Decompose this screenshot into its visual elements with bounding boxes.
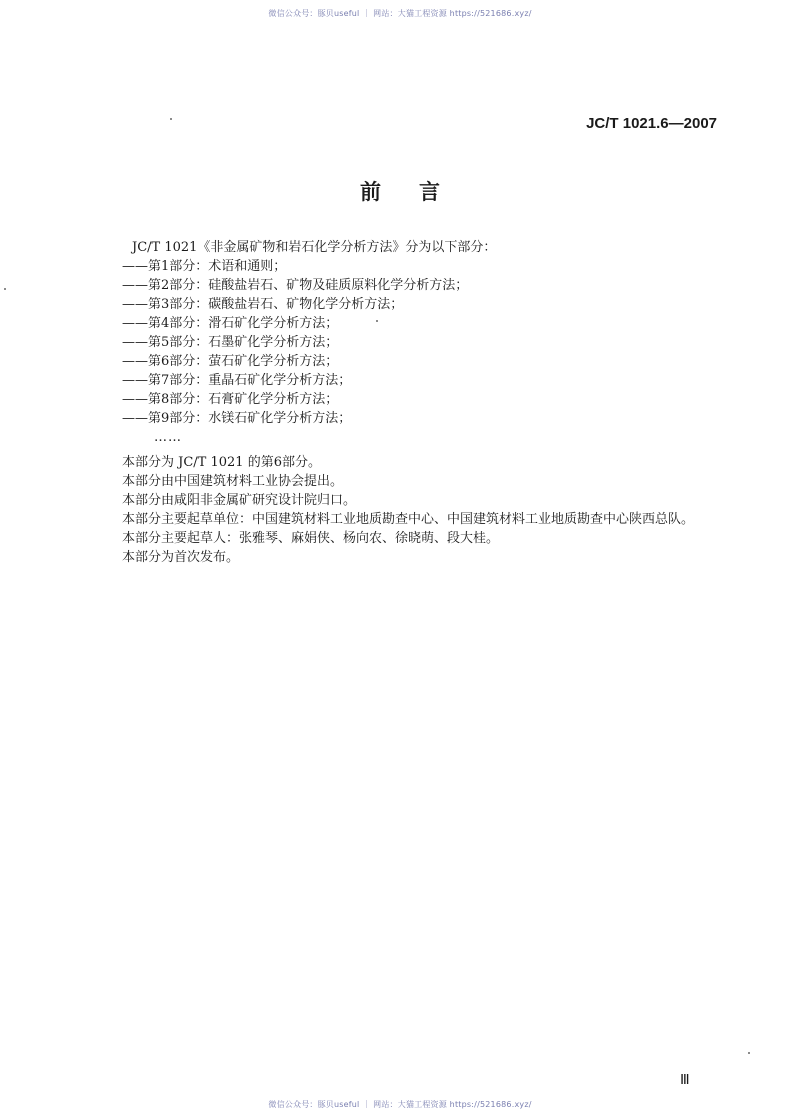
paragraph-administrator: 本部分由咸阳非金属矿研究设计院归口。 <box>122 493 357 508</box>
scan-speck <box>170 118 172 120</box>
paragraph-drafters: 本部分主要起草人：张雅琴、麻娟侠、杨向农、徐晓萌、段大桂。 <box>122 531 500 546</box>
scan-speck <box>376 320 378 322</box>
page-title: 前言 <box>360 180 478 204</box>
paragraph-drafting-units: 本部分主要起草单位：中国建筑材料工业地质勘查中心、中国建筑材料工业地质勘查中心陕西总队。 <box>122 512 695 527</box>
part-list-item: ——第3部分：碳酸盐岩石、矿物化学分析方法； <box>122 297 404 312</box>
part-list-item: ——第2部分：硅酸盐岩石、矿物及硅质原料化学分析方法； <box>122 278 469 293</box>
page-number: Ⅲ <box>680 1073 689 1088</box>
scan-speck <box>4 288 6 290</box>
intro-line: JC/T 1021《非金属矿物和岩石化学分析方法》分为以下部分： <box>132 240 497 255</box>
paragraph-part-number: 本部分为 JC/T 1021 的第6部分。 <box>122 455 321 470</box>
watermark-top: 微信公众号：豚贝useful ｜ 网站：大猫工程资源 https://521686.xyz/ <box>268 9 532 18</box>
part-list-item: ——第6部分：萤石矿化学分析方法； <box>122 354 339 369</box>
paragraph-first-release: 本部分为首次发布。 <box>122 550 240 565</box>
foreword-body <box>122 238 722 567</box>
standard-code: JC/T 1021.6—2007 <box>586 115 717 132</box>
watermark-bottom: 微信公众号：豚贝useful ｜ 网站：大猫工程资源 https://521686.xyz/ <box>268 1100 532 1109</box>
part-list-item: ——第4部分：滑石矿化学分析方法； <box>122 316 339 331</box>
scan-speck <box>748 1052 750 1054</box>
part-list-item: ——第9部分：水镁石矿化学分析方法； <box>122 411 352 426</box>
paragraph-proposer: 本部分由中国建筑材料工业协会提出。 <box>122 474 344 489</box>
part-list-item: ——第5部分：石墨矿化学分析方法； <box>122 335 339 350</box>
list-ellipsis: …… <box>154 430 182 445</box>
part-list-item: ——第8部分：石膏矿化学分析方法； <box>122 392 339 407</box>
part-list-item: ——第1部分：术语和通则； <box>122 259 287 274</box>
part-list-item: ——第7部分：重晶石矿化学分析方法； <box>122 373 352 388</box>
